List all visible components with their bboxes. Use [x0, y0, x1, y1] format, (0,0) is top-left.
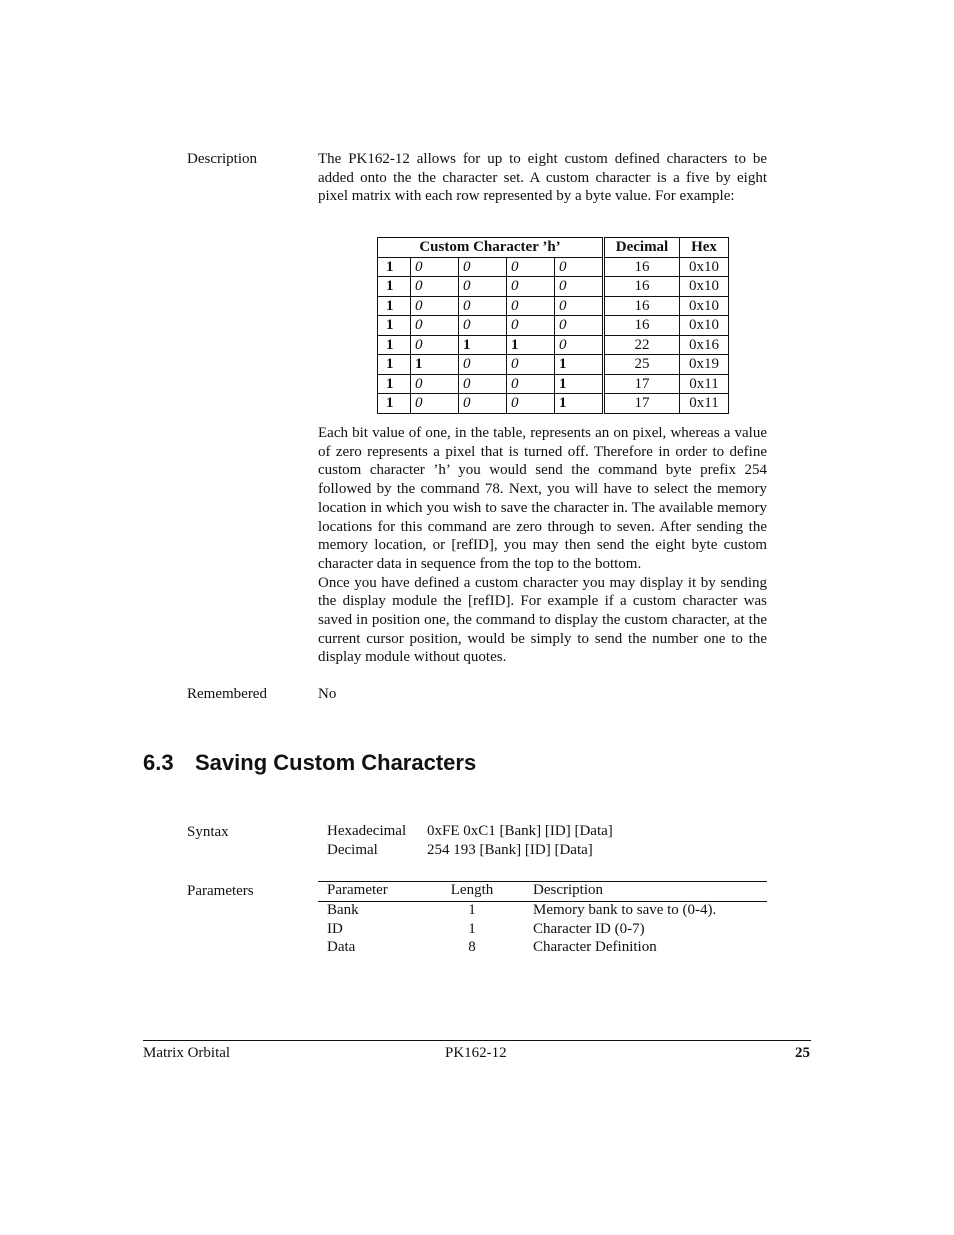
footer-center: PK162-12	[445, 1045, 507, 1061]
table-row	[378, 394, 729, 414]
remembered-value: No	[318, 686, 337, 702]
table-row	[378, 257, 729, 277]
custom-character-rows	[378, 257, 729, 413]
syntax-label: Syntax	[187, 824, 229, 840]
pixel-bit-cell: 0	[411, 335, 459, 355]
pixel-bit-cell: 0	[555, 257, 604, 277]
pixel-bit-cell: 1	[378, 296, 411, 316]
pixel-bit-cell: 0	[459, 374, 507, 394]
pixel-bit-cell: 1	[378, 394, 411, 414]
table-row	[318, 921, 767, 940]
param-description: Character ID (0-7)	[533, 920, 645, 937]
hex-cell: 0x10	[680, 257, 729, 277]
custom-character-table	[377, 237, 729, 414]
pixel-bit-cell: 0	[411, 374, 459, 394]
section-title: Saving Custom Characters	[195, 750, 477, 775]
hex-cell: 0x10	[680, 316, 729, 336]
hex-cell: 0x11	[680, 374, 729, 394]
section-number: 6.3	[143, 750, 174, 775]
decimal-cell: 17	[604, 374, 680, 394]
hex-cell: 0x19	[680, 355, 729, 375]
param-header-parameter: Parameter	[327, 882, 388, 898]
table-row	[378, 316, 729, 336]
remembered-label: Remembered	[187, 686, 267, 702]
syntax-dec-label: Decimal	[327, 842, 378, 858]
pixel-bit-cell: 0	[555, 316, 604, 336]
decimal-cell: 16	[604, 296, 680, 316]
decimal-cell: 16	[604, 257, 680, 277]
pixel-bit-cell: 1	[507, 335, 555, 355]
pixel-bit-cell: 1	[378, 316, 411, 336]
pixel-bit-cell: 0	[507, 355, 555, 375]
param-name: Data	[327, 939, 356, 956]
pixel-bit-cell: 0	[459, 277, 507, 297]
section-heading	[143, 750, 476, 776]
hex-cell: 0x10	[680, 296, 729, 316]
pixel-bit-cell: 0	[459, 355, 507, 375]
page-number: 25	[795, 1045, 810, 1061]
pixel-bit-cell: 0	[459, 316, 507, 336]
decimal-cell: 22	[604, 335, 680, 355]
param-length: 8	[468, 939, 476, 956]
pixel-bit-cell: 0	[507, 316, 555, 336]
decimal-cell: 16	[604, 316, 680, 336]
pixel-bit-cell: 1	[378, 257, 411, 277]
syntax-hex-value: 0xFE 0xC1 [Bank] [ID] [Data]	[427, 823, 613, 839]
param-header-length: Length	[450, 882, 494, 898]
table-row	[378, 355, 729, 375]
pixel-bit-cell: 1	[555, 374, 604, 394]
pixel-bit-cell: 0	[411, 257, 459, 277]
pixel-bit-cell: 0	[411, 394, 459, 414]
footer-rule	[143, 1040, 811, 1041]
syntax-hex-label: Hexadecimal	[327, 823, 407, 839]
pixel-bit-cell: 0	[459, 296, 507, 316]
pixel-bit-cell: 1	[459, 335, 507, 355]
param-name: Bank	[327, 902, 359, 918]
param-description: Character Definition	[533, 939, 657, 956]
pixel-bit-cell: 1	[378, 335, 411, 355]
parameters-label: Parameters	[187, 883, 254, 899]
table-row	[378, 296, 729, 316]
description-label: Description	[187, 151, 257, 167]
decimal-cell: 17	[604, 394, 680, 414]
param-name: ID	[327, 920, 343, 937]
pixel-bit-cell: 0	[555, 277, 604, 297]
param-description: Memory bank to save to (0-4).	[533, 902, 717, 918]
footer-left: Matrix Orbital	[143, 1045, 231, 1061]
pixel-bit-cell: 0	[507, 394, 555, 414]
parameters-header-row	[318, 881, 767, 902]
table-row	[318, 902, 767, 921]
decimal-cell: 16	[604, 277, 680, 297]
table-header-decimal: Decimal	[604, 238, 680, 258]
pixel-bit-cell: 0	[507, 277, 555, 297]
syntax-dec-value: 254 193 [Bank] [ID] [Data]	[427, 842, 593, 858]
pixel-bit-cell: 1	[555, 355, 604, 375]
param-length: 1	[468, 902, 476, 918]
pixel-bit-cell: 1	[555, 394, 604, 414]
hex-cell: 0x11	[680, 394, 729, 414]
table-row	[318, 939, 767, 958]
table-row	[378, 374, 729, 394]
pixel-bit-cell: 0	[459, 257, 507, 277]
pixel-bit-cell: 0	[507, 257, 555, 277]
hex-cell: 0x10	[680, 277, 729, 297]
table-header-hex: Hex	[680, 238, 729, 258]
decimal-cell: 25	[604, 355, 680, 375]
pixel-bit-cell: 0	[411, 277, 459, 297]
pixel-bit-cell: 0	[411, 316, 459, 336]
pixel-bit-cell: 0	[507, 296, 555, 316]
explanation-paragraph-2: Once you have defined a custom character you may display it by sending the display module the [refID]. For example if a custom character was saved in position one, the command to display the custom character, at the current cursor position, would be simply to send the number one to the display module without quotes.	[318, 574, 767, 666]
table-row	[378, 277, 729, 297]
pixel-bit-cell: 0	[411, 296, 459, 316]
pixel-bit-cell: 1	[378, 374, 411, 394]
pixel-bit-cell: 0	[459, 394, 507, 414]
pixel-bit-cell: 1	[378, 355, 411, 375]
pixel-bit-cell: 1	[378, 277, 411, 297]
param-header-description: Description	[533, 882, 603, 898]
pixel-bit-cell: 0	[507, 374, 555, 394]
pixel-bit-cell: 0	[555, 296, 604, 316]
description-intro: The PK162-12 allows for up to eight custom defined characters to be added onto the the character set. A custom character is a five by eight pixel matrix with each row represented by a byte value. For example:	[318, 151, 767, 205]
explanation-paragraph-1: Each bit value of one, in the table, represents an on pixel, whereas a value of zero represents a pixel that is turned off. Therefore in order to define custom character ’h’ you would send the command byte prefix 254 followed by the command 78. Next, you will have to select the memory location in which you wish to save the character in. The available memory locations for this command are zero through to seven. After sending the memory location, or [refID], you may then send the eight byte custom character data in sequence from the top to the bottom.	[318, 425, 767, 572]
table-row	[378, 335, 729, 355]
explanation-text	[318, 424, 767, 667]
pixel-bit-cell: 1	[411, 355, 459, 375]
table-header-character: Custom Character ’h’	[378, 238, 604, 258]
hex-cell: 0x16	[680, 335, 729, 355]
param-length: 1	[468, 920, 476, 937]
pixel-bit-cell: 0	[555, 335, 604, 355]
parameters-table	[318, 881, 767, 958]
